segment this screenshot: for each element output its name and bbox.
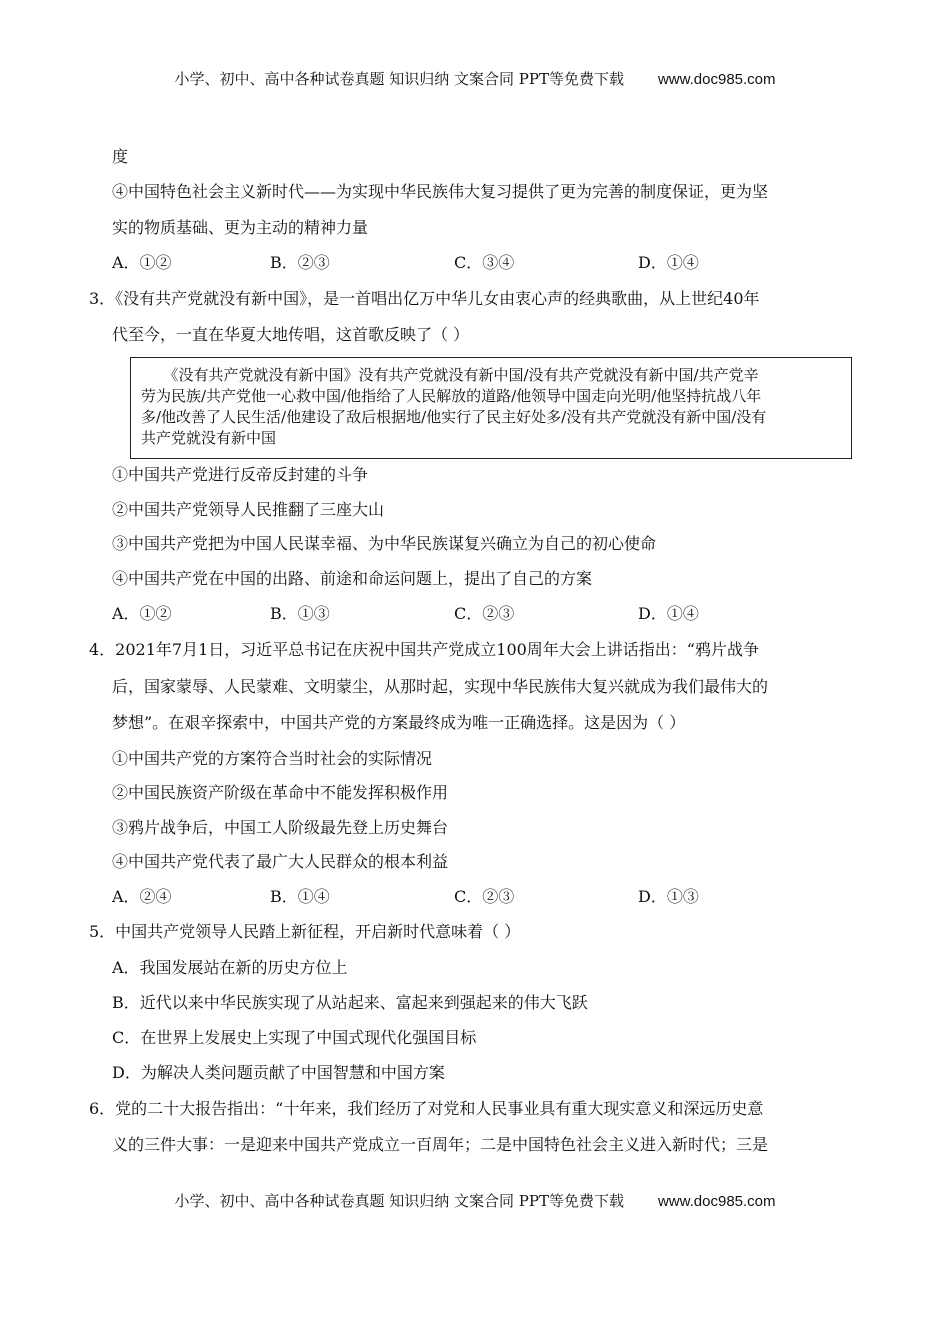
q3-stem-line-1: 3．《没有共产党就没有新中国》，是一首唱出亿万中华儿女由衷心声的经典歌曲，从上世纪40年 <box>89 289 760 308</box>
q3-statement-3: ③中国共产党把为中国人民谋幸福、为中华民族谋复兴确立为自己的初心使命 <box>112 534 657 553</box>
q4-statement-1: ①中国共产党的方案符合当时社会的实际情况 <box>112 749 433 768</box>
q5-option-c[interactable]: C．在世界上发展史上实现了中国式现代化强国目标 <box>112 1028 477 1047</box>
option-b[interactable]: B．①④ <box>270 887 330 906</box>
option-d[interactable]: D．①③ <box>638 887 699 906</box>
q3-lyrics-box <box>130 357 852 459</box>
option-d[interactable]: D．①④ <box>638 604 699 623</box>
q5-option-d[interactable]: D．为解决人类问题贡献了中国智慧和中国方案 <box>112 1063 445 1082</box>
footer-site-link[interactable]: www.doc985.com <box>657 1193 776 1210</box>
header-site-link[interactable]: www.doc985.com <box>657 71 776 88</box>
option-b[interactable]: B．①③ <box>270 604 330 623</box>
q3-statement-2: ②中国共产党领导人民推翻了三座大山 <box>112 500 385 519</box>
page-header <box>0 69 950 90</box>
option-c[interactable]: C．②③ <box>454 887 515 906</box>
q5-option-a[interactable]: A．我国发展站在新的历史方位上 <box>112 958 348 977</box>
prev-line-1: 度 <box>112 147 129 166</box>
option-a[interactable]: A．①② <box>112 253 172 272</box>
prev-line-3: 实的物质基础、更为主动的精神力量 <box>112 218 369 237</box>
q4-statement-3: ③鸦片战争后，中国工人阶级最先登上历史舞台 <box>112 818 449 837</box>
page-footer <box>0 1191 950 1212</box>
q6-stem-line-2: 义的三件大事：一是迎来中国共产党成立一百周年；二是中国特色社会主义进入新时代；三是 <box>112 1135 769 1154</box>
q3-statement-4: ④中国共产党在中国的出路、前途和命运问题上，提出了自己的方案 <box>112 569 593 588</box>
lyrics-line-2: 劳为民族/共产党他一心救中国/他指给了人民解放的道路/他领导中国走向光明/他坚持抗战八年 <box>141 387 762 405</box>
header-text: 小学、初中、高中各种试卷真题 知识归纳 文案合同 PPT等免费下载 <box>174 70 624 88</box>
q5-stem: 5．中国共产党领导人民踏上新征程，开启新时代意味着（ ） <box>89 922 521 941</box>
lyrics-line-3: 多/他改善了人民生活/他建设了敌后根据地/他实行了民主好处多/没有共产党就没有新中国/没有 <box>141 408 767 426</box>
q5-option-b[interactable]: B．近代以来中华民族实现了从站起来、富起来到强起来的伟大飞跃 <box>112 993 588 1012</box>
lyrics-line-4: 共产党就没有新中国 <box>141 429 277 447</box>
lyrics-line-1: 《没有共产党就没有新中国》没有共产党就没有新中国/没有共产党就没有新中国/共产党辛 <box>141 366 759 384</box>
q4-stem-line-3: 梦想”。在艰辛探索中，中国共产党的方案最终成为唯一正确选择。这是因为（ ） <box>112 713 686 732</box>
option-b[interactable]: B．②③ <box>270 253 330 272</box>
q3-statement-1: ①中国共产党进行反帝反封建的斗争 <box>112 465 369 484</box>
q3-stem-line-2: 代至今，一直在华夏大地传唱，这首歌反映了（ ） <box>112 325 470 344</box>
option-c[interactable]: C．②③ <box>454 604 515 623</box>
q6-stem-line-1: 6．党的二十大报告指出：“十年来，我们经历了对党和人民事业具有重大现实意义和深远历史意 <box>89 1099 764 1118</box>
q4-stem-line-2: 后，国家蒙辱、人民蒙难、文明蒙尘，从那时起，实现中华民族伟大复兴就成为我们最伟大的 <box>112 677 769 696</box>
option-a[interactable]: A．②④ <box>112 887 172 906</box>
q4-stem-line-1: 4．2021年7月1日，习近平总书记在庆祝中国共产党成立100周年大会上讲话指出：“鸦片战争 <box>89 640 759 659</box>
option-c[interactable]: C．③④ <box>454 253 515 272</box>
option-a[interactable]: A．①② <box>112 604 172 623</box>
option-d[interactable]: D．①④ <box>638 253 699 272</box>
prev-line-2: ④中国特色社会主义新时代——为实现中华民族伟大复习提供了更为完善的制度保证，更为坚 <box>112 182 769 201</box>
footer-text: 小学、初中、高中各种试卷真题 知识归纳 文案合同 PPT等免费下载 <box>174 1192 624 1210</box>
q4-statement-4: ④中国共产党代表了最广大人民群众的根本利益 <box>112 852 449 871</box>
q4-statement-2: ②中国民族资产阶级在革命中不能发挥积极作用 <box>112 783 449 802</box>
